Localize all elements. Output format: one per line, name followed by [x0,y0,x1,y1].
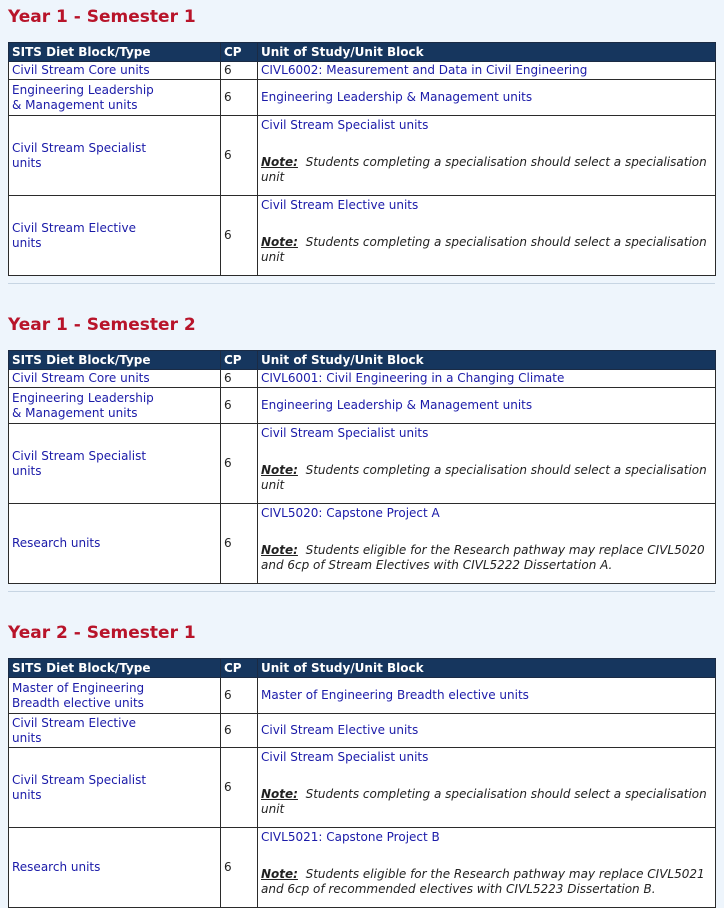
table-row [9,388,716,424]
unit-link[interactable]: Civil Stream Specialist units [261,426,429,440]
column-header-cp: CP [221,43,258,62]
units-table [8,350,716,584]
column-header-cp: CP [221,659,258,678]
credit-points-cell: 6 [221,62,258,80]
semester-title: Year 2 - Semester 1 [8,623,196,643]
note-text: Students eligible for the Research pathway may replace CIVL5021 and 6cp of recommended electives with CIVL5223 Dissertation B. [261,867,705,896]
note-label: Note: [261,543,298,557]
block-cell [9,80,221,116]
unit-note [261,867,712,897]
note-text: Students completing a specialisation should select a specialisation unit [261,235,707,264]
block-link[interactable]: Engineering Leadership & Management units [12,82,154,112]
column-header-block: SITS Diet Block/Type [9,43,221,62]
unit-cell [258,196,716,276]
note-text: Students eligible for the Research pathway may replace CIVL5020 and 6cp of Stream Electives with CIVL5222 Dissertation A. [261,543,705,572]
table-row [9,748,716,828]
note-text: Students completing a specialisation should select a specialisation unit [261,155,707,184]
unit-cell [258,678,716,714]
block-cell [9,504,221,584]
table-row [9,196,716,276]
unit-note [261,235,712,265]
unit-link[interactable]: CIVL6002: Measurement and Data in Civil Engineering [261,63,588,77]
unit-link[interactable]: Civil Stream Elective units [261,723,419,737]
semester-section [8,622,715,908]
credit-points-cell: 6 [221,196,258,276]
unit-cell [258,828,716,908]
block-link[interactable]: Research units [12,860,101,874]
block-link[interactable]: Civil Stream Core units [12,63,150,77]
unit-cell [258,714,716,748]
unit-note [261,543,712,573]
credit-points-cell: 6 [221,116,258,196]
block-cell [9,678,221,714]
section-divider [8,283,715,284]
block-cell [9,116,221,196]
unit-note [261,463,712,493]
credit-points-cell: 6 [221,424,258,504]
section-divider [8,591,715,592]
unit-link[interactable]: Civil Stream Elective units [261,198,419,212]
block-link[interactable]: Master of Engineering Breadth elective units [12,680,145,710]
unit-note [261,155,712,185]
unit-link[interactable]: CIVL6001: Civil Engineering in a Changing Climate [261,371,565,385]
units-table [8,658,716,908]
note-text: Students completing a specialisation should select a specialisation unit [261,787,707,816]
block-link[interactable]: Civil Stream Elective units [12,715,136,745]
credit-points-cell: 6 [221,828,258,908]
table-row [9,62,716,80]
unit-cell [258,424,716,504]
block-cell [9,62,221,80]
credit-points-cell: 6 [221,388,258,424]
unit-cell [258,504,716,584]
unit-cell [258,748,716,828]
semester-title: Year 1 - Semester 1 [8,7,196,27]
unit-cell [258,388,716,424]
block-link[interactable]: Civil Stream Elective units [12,220,136,250]
unit-link[interactable]: CIVL5020: Capstone Project A [261,506,440,520]
unit-link[interactable]: Civil Stream Specialist units [261,750,429,764]
note-label: Note: [261,235,298,249]
credit-points-cell: 6 [221,748,258,828]
unit-note [261,787,712,817]
unit-link[interactable]: Engineering Leadership & Management units [261,398,533,412]
column-header-block: SITS Diet Block/Type [9,351,221,370]
unit-cell [258,62,716,80]
block-cell [9,424,221,504]
semester-section [8,6,715,276]
column-header-unit: Unit of Study/Unit Block [258,351,716,370]
unit-link[interactable]: Civil Stream Specialist units [261,118,429,132]
block-cell [9,196,221,276]
block-link[interactable]: Civil Stream Core units [12,371,150,385]
note-label: Note: [261,787,298,801]
unit-link[interactable]: Engineering Leadership & Management units [261,90,533,104]
credit-points-cell: 6 [221,370,258,388]
block-cell [9,388,221,424]
note-label: Note: [261,155,298,169]
block-cell [9,828,221,908]
block-link[interactable]: Research units [12,536,101,550]
units-table [8,42,716,276]
table-row [9,370,716,388]
block-cell [9,748,221,828]
table-header-row [9,351,716,370]
note-text: Students completing a specialisation should select a specialisation unit [261,463,707,492]
unit-link[interactable]: Master of Engineering Breadth elective units [261,688,529,702]
semester-title: Year 1 - Semester 2 [8,315,196,335]
credit-points-cell: 6 [221,678,258,714]
unit-cell [258,370,716,388]
column-header-unit: Unit of Study/Unit Block [258,43,716,62]
note-label: Note: [261,463,298,477]
block-link[interactable]: Civil Stream Specialist units [12,140,147,170]
credit-points-cell: 6 [221,504,258,584]
table-header-row [9,659,716,678]
table-header-row [9,43,716,62]
block-link[interactable]: Civil Stream Specialist units [12,772,147,802]
table-row [9,504,716,584]
table-row [9,828,716,908]
semester-section [8,314,715,584]
table-row [9,80,716,116]
block-link[interactable]: Engineering Leadership & Management units [12,390,154,420]
unit-link[interactable]: CIVL5021: Capstone Project B [261,830,440,844]
block-cell [9,714,221,748]
block-cell [9,370,221,388]
unit-cell [258,116,716,196]
table-row [9,116,716,196]
credit-points-cell: 6 [221,80,258,116]
credit-points-cell: 6 [221,714,258,748]
table-row [9,714,716,748]
column-header-unit: Unit of Study/Unit Block [258,659,716,678]
note-label: Note: [261,867,298,881]
table-row [9,678,716,714]
unit-cell [258,80,716,116]
column-header-block: SITS Diet Block/Type [9,659,221,678]
table-row [9,424,716,504]
block-link[interactable]: Civil Stream Specialist units [12,448,147,478]
column-header-cp: CP [221,351,258,370]
